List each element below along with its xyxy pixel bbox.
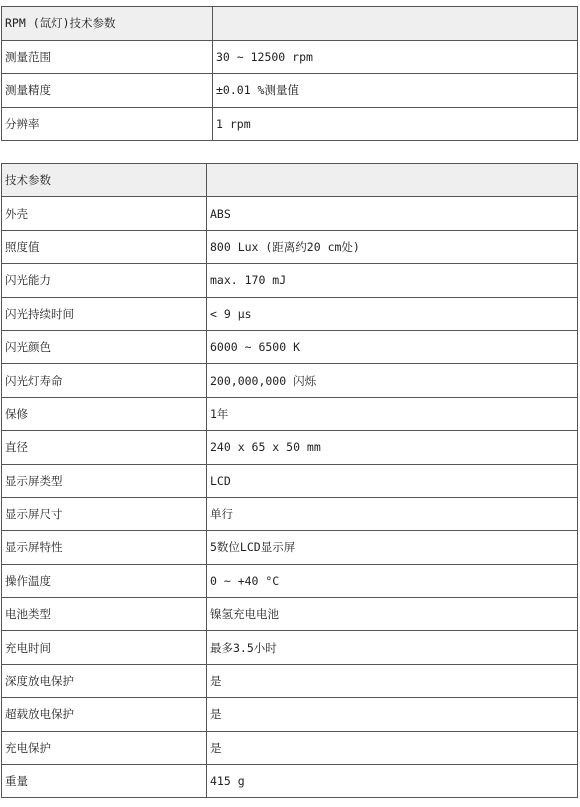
table-row [2,464,578,497]
row-value: 最多3.5小时 [207,631,578,664]
rpm-spec-table [1,6,578,141]
table-header-row [2,7,578,41]
row-value: 1 rpm [213,107,578,141]
row-label: 电池类型 [2,598,207,631]
table-row [2,40,578,74]
table-row [2,431,578,464]
row-value: 是 [207,664,578,697]
row-value: 是 [207,698,578,731]
table-header-empty-cell [213,7,578,41]
row-label: 闪光持续时间 [2,297,207,330]
row-label: 深度放电保护 [2,664,207,697]
row-label: 重量 [2,765,207,798]
row-label: 超载放电保护 [2,698,207,731]
table-row [2,731,578,764]
row-value: 0 ~ +40 °C [207,564,578,597]
row-label: 充电保护 [2,731,207,764]
table-header-row [2,164,578,197]
row-label: 照度值 [2,230,207,263]
table-header-cell [2,164,207,197]
row-value: 单行 [207,497,578,530]
table-row [2,664,578,697]
table-row [2,230,578,263]
table-row [2,397,578,430]
row-label: 外壳 [2,197,207,230]
table-row [2,531,578,564]
row-label: 直径 [2,431,207,464]
row-value: 30 ~ 12500 rpm [213,40,578,74]
row-label: 测量范围 [2,40,213,74]
row-value: 200,000,000 闪烁 [207,364,578,397]
row-label: 分辨率 [2,107,213,141]
table-title: 技术参数 [5,173,51,188]
table-row [2,598,578,631]
table-row [2,330,578,363]
row-value: 镍氢充电电池 [207,598,578,631]
row-value: LCD [207,464,578,497]
row-value: 1年 [207,397,578,430]
row-value: ±0.01 %测量值 [213,74,578,108]
row-value: 800 Lux (距离约20 cm处) [207,230,578,263]
row-value: 5数位LCD显示屏 [207,531,578,564]
table-title: RPM (氙灯)技术参数 [5,16,116,31]
table-row [2,698,578,731]
table-row [2,264,578,297]
row-label: 闪光能力 [2,264,207,297]
row-value: < 9 µs [207,297,578,330]
row-label: 闪光颜色 [2,330,207,363]
row-label: 闪光灯寿命 [2,364,207,397]
table-header-empty-cell [207,164,578,197]
table-row [2,364,578,397]
row-value: 是 [207,731,578,764]
table-row [2,297,578,330]
row-value: 415 g [207,765,578,798]
row-value: 6000 ~ 6500 K [207,330,578,363]
table-row [2,197,578,230]
row-value: max. 170 mJ [207,264,578,297]
row-value: ABS [207,197,578,230]
table-row [2,765,578,798]
row-label: 充电时间 [2,631,207,664]
row-label: 显示屏特性 [2,531,207,564]
row-label: 测量精度 [2,74,213,108]
row-value: 240 x 65 x 50 mm [207,431,578,464]
table-row [2,497,578,530]
row-label: 保修 [2,397,207,430]
table-row [2,564,578,597]
table-row [2,631,578,664]
table-header-cell [2,7,213,41]
row-label: 显示屏尺寸 [2,497,207,530]
table-row [2,107,578,141]
table-row [2,74,578,108]
row-label: 操作温度 [2,564,207,597]
tech-spec-table [1,163,578,798]
row-label: 显示屏类型 [2,464,207,497]
